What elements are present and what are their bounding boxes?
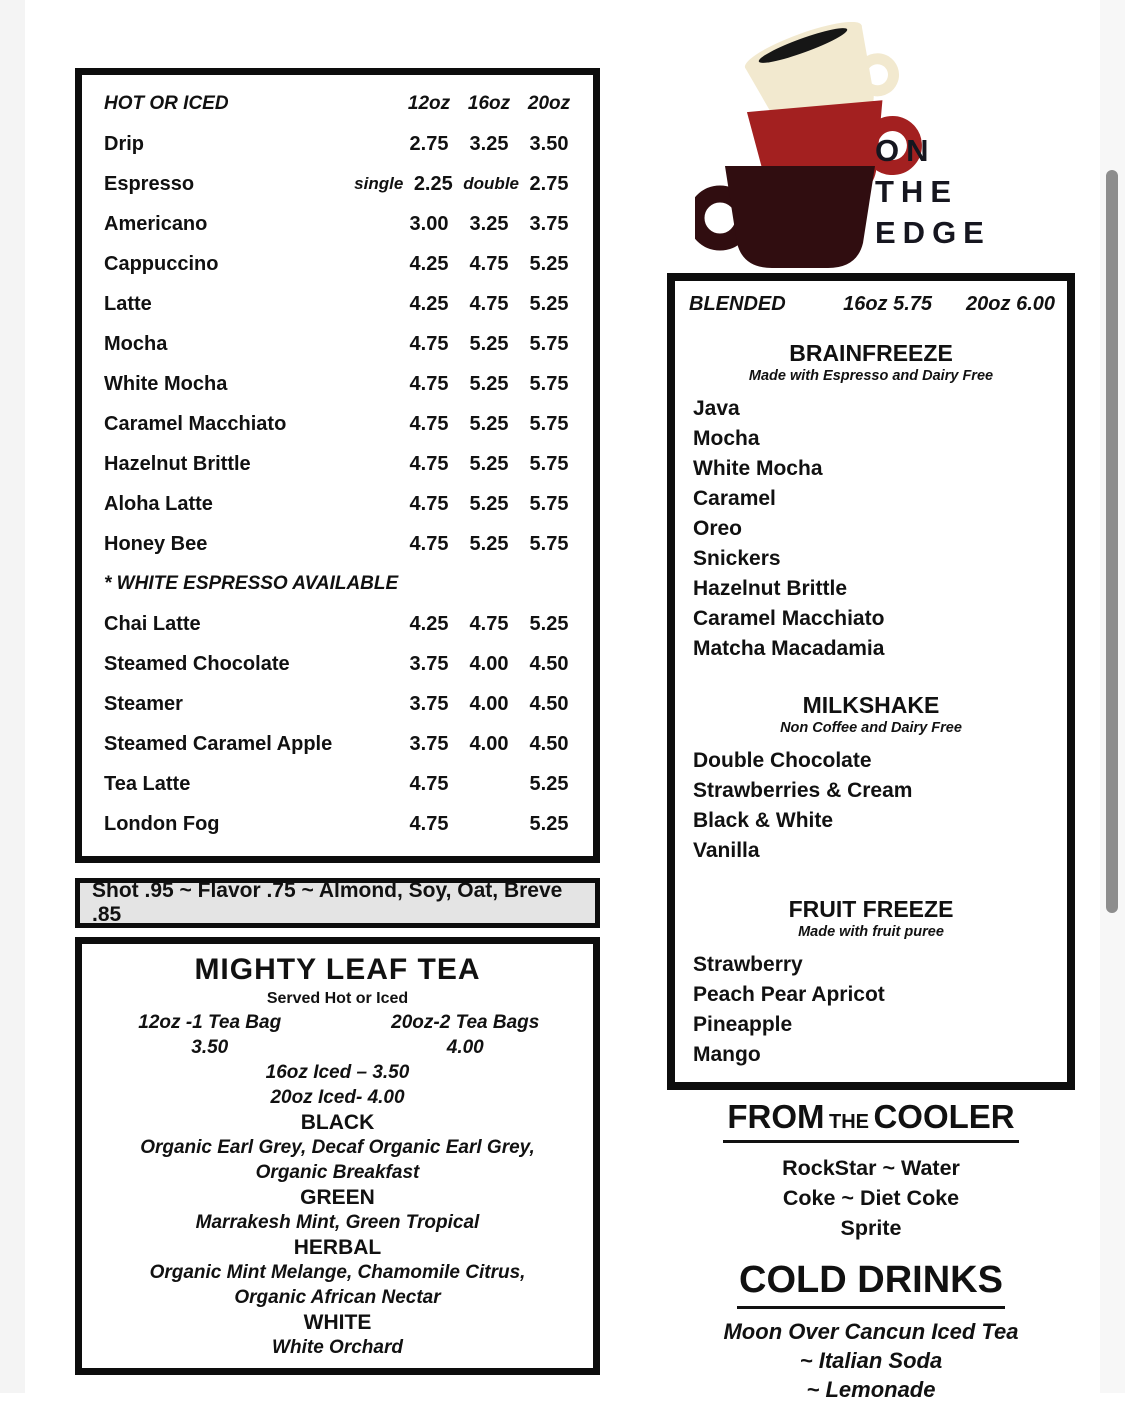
tea-black-heading: BLACK — [300, 1111, 375, 1134]
price-16oz: 4.00 — [469, 652, 509, 675]
bottom-right-sections — [667, 1098, 1075, 1404]
item-name: Steamed Caramel Apple — [104, 732, 333, 755]
menu-row — [104, 724, 579, 764]
price-16oz: 4.75 — [469, 292, 509, 315]
tea-subtitle: Served Hot or Iced — [266, 990, 409, 1007]
price-20oz: 5.75 — [529, 332, 569, 355]
blended-menu-box — [667, 273, 1075, 1090]
price-16oz: 5.25 — [469, 532, 509, 555]
addons-text: Shot .95 ~ Flavor .75 ~ Almond, Soy, Oat, Breve .85 — [92, 879, 563, 926]
flavor-item: Peach Pear Apricot — [693, 983, 885, 1006]
flavor-item: White Mocha — [693, 457, 823, 480]
menu-row — [104, 244, 579, 284]
fruit-freeze-items — [675, 950, 1067, 1070]
flavor-item: Mocha — [693, 427, 760, 450]
item-name: Espresso — [104, 172, 195, 195]
price-20oz: 5.25 — [529, 812, 569, 835]
hot-or-iced-menu-box — [75, 68, 600, 863]
scrollbar-track[interactable] — [1100, 0, 1125, 1393]
cold-drinks-items — [667, 1317, 1075, 1404]
price-20oz: 5.25 — [529, 612, 569, 635]
menu-row — [104, 484, 579, 524]
menu-row — [104, 364, 579, 404]
page-left-margin — [0, 0, 25, 1393]
price-20oz: 5.75 — [529, 412, 569, 435]
cooler-item: Coke ~ Diet Coke — [782, 1186, 960, 1210]
price-16oz: 4.75 — [469, 612, 509, 635]
blended-title: BLENDED — [689, 293, 786, 315]
menu-row — [104, 764, 579, 804]
item-name: Hazelnut Brittle — [104, 452, 251, 475]
price-16oz: 5.25 — [469, 492, 509, 515]
size-header-16oz: 16oz — [467, 93, 511, 114]
price-16oz: 5.25 — [469, 332, 509, 355]
hot-menu-rows-a — [104, 124, 579, 164]
flavor-item: Java — [693, 397, 740, 420]
item-name: Steamer — [104, 692, 183, 715]
item-name: Honey Bee — [104, 532, 208, 555]
price-20oz: 4.50 — [529, 732, 569, 755]
price-12oz: 4.75 — [409, 332, 449, 355]
price-12oz: 4.75 — [409, 372, 449, 395]
item-name: Americano — [104, 212, 208, 235]
espresso-double-price: 2.75 — [529, 172, 569, 195]
price-12oz: 4.75 — [409, 412, 449, 435]
brainfreeze-subtitle: Made with Espresso and Dairy Free — [748, 368, 994, 384]
tea-black-varieties: Organic Earl Grey, Decaf Organic Earl Grey, — [140, 1137, 535, 1158]
fruit-freeze-heading: FRUIT FREEZE — [788, 896, 954, 922]
flavor-item: Strawberry — [693, 953, 803, 976]
item-name: Aloha Latte — [104, 492, 213, 515]
cold-drink-item: ~ Lemonade — [806, 1377, 936, 1402]
price-20oz: 5.25 — [529, 252, 569, 275]
price-12oz: 3.75 — [409, 732, 449, 755]
flavor-item: Black & White — [693, 809, 834, 832]
item-name: Cappuccino — [104, 252, 219, 275]
menu-row — [104, 284, 579, 324]
menu-row — [104, 204, 579, 244]
espresso-single-price: 2.25 — [413, 172, 453, 195]
tea-herbal-heading: HERBAL — [293, 1236, 382, 1259]
item-name: London Fog — [104, 812, 220, 835]
flavor-item: Caramel — [693, 487, 776, 510]
item-name: Tea Latte — [104, 772, 191, 795]
menu-row — [104, 404, 579, 444]
price-20oz: 5.75 — [529, 492, 569, 515]
menu-row — [104, 644, 579, 684]
price-12oz: 4.75 — [409, 812, 449, 835]
price-12oz: 2.75 — [409, 132, 449, 155]
tea-menu-box — [75, 937, 600, 1375]
price-16oz: 4.75 — [469, 252, 509, 275]
menu-row-espresso — [104, 164, 579, 204]
menu-row — [104, 324, 579, 364]
price-20oz: 4.50 — [529, 692, 569, 715]
cooler-item: Sprite — [840, 1216, 902, 1240]
blended-size-16oz: 16oz 5.75 — [843, 293, 933, 315]
scrollbar-thumb[interactable] — [1106, 170, 1118, 913]
price-20oz: 4.50 — [529, 652, 569, 675]
size-header-12oz: 12oz — [407, 93, 451, 114]
flavor-item: Double Chocolate — [693, 749, 872, 772]
cooler-title-from: FROM — [727, 1098, 825, 1135]
tea-herbal-varieties: Organic Mint Melange, Chamomile Citrus, — [149, 1262, 526, 1283]
item-name: White Mocha — [104, 372, 228, 395]
hot-menu-title: HOT OR ICED — [104, 93, 229, 114]
cooler-title-cooler: COOLER — [873, 1098, 1015, 1135]
tea-bag-labels-row — [82, 1010, 593, 1035]
logo-line-edge: EDGE — [875, 215, 991, 250]
flavor-item: Matcha Macadamia — [693, 637, 885, 660]
brainfreeze-heading: BRAINFREEZE — [789, 340, 953, 366]
price-16oz: 4.00 — [469, 692, 509, 715]
milkshake-heading: MILKSHAKE — [802, 692, 940, 718]
item-name: Drip — [104, 132, 144, 155]
menu-row — [104, 124, 579, 164]
menu-row — [104, 684, 579, 724]
tea-bag-20oz-price: 4.00 — [446, 1037, 484, 1058]
price-12oz: 4.25 — [409, 252, 449, 275]
price-20oz: 5.25 — [529, 292, 569, 315]
espresso-double-label: double — [463, 174, 519, 193]
cooler-item: RockStar ~ Water — [782, 1156, 960, 1180]
logo-wordmark — [875, 130, 991, 253]
tea-herbal-varieties: Organic African Nectar — [234, 1287, 441, 1308]
menu-row — [104, 524, 579, 564]
cooler-title — [723, 1098, 1018, 1143]
price-20oz: 5.25 — [529, 772, 569, 795]
blended-sizes — [843, 293, 1055, 316]
flavor-item: Hazelnut Brittle — [693, 577, 848, 600]
cold-drink-item: ~ Italian Soda — [799, 1348, 943, 1373]
price-20oz: 3.75 — [529, 212, 569, 235]
logo-line-the: THE — [875, 174, 958, 209]
hot-menu-rows-c — [104, 604, 579, 844]
menu-row — [104, 604, 579, 644]
milkshake-subtitle: Non Coffee and Dairy Free — [780, 720, 962, 736]
price-20oz: 5.75 — [529, 452, 569, 475]
price-12oz: 3.00 — [409, 212, 449, 235]
price-12oz: 4.75 — [409, 772, 449, 795]
hot-menu-rows-b — [104, 204, 579, 564]
flavor-item: Pineapple — [693, 1013, 793, 1036]
tea-white-varieties: White Orchard — [272, 1337, 403, 1358]
hot-menu-header-row — [104, 84, 579, 124]
tea-title: MIGHTY LEAF TEA — [194, 953, 481, 986]
tea-iced-16oz: 16oz Iced – 3.50 — [265, 1062, 410, 1083]
size-header-20oz: 20oz — [527, 93, 571, 114]
milkshake-items — [675, 746, 1067, 866]
addons-bar — [75, 878, 600, 928]
tea-white-heading: WHITE — [303, 1311, 372, 1334]
price-12oz: 4.75 — [409, 532, 449, 555]
price-12oz: 3.75 — [409, 692, 449, 715]
price-16oz: 5.25 — [469, 412, 509, 435]
price-16oz: 5.25 — [469, 372, 509, 395]
price-20oz: 5.75 — [529, 532, 569, 555]
tea-green-heading: GREEN — [300, 1186, 375, 1209]
white-espresso-note: * WHITE ESPRESSO AVAILABLE — [104, 573, 399, 594]
tea-bag-20oz-label: 20oz-2 Tea Bags — [391, 1012, 540, 1033]
flavor-item: Mango — [693, 1043, 761, 1066]
cooler-items — [667, 1153, 1075, 1243]
cooler-title-the: THE — [828, 1111, 869, 1133]
flavor-item: Oreo — [693, 517, 743, 540]
price-16oz: 5.25 — [469, 452, 509, 475]
brainfreeze-items — [675, 394, 1067, 664]
cold-drinks-title: COLD DRINKS — [737, 1259, 1005, 1309]
item-name: Caramel Macchiato — [104, 412, 287, 435]
tea-green-varieties: Marrakesh Mint, Green Tropical — [195, 1212, 480, 1233]
tea-bag-prices-row — [82, 1035, 593, 1060]
logo — [695, 22, 1055, 270]
item-name: Chai Latte — [104, 612, 201, 635]
cold-drink-item: Moon Over Cancun Iced Tea — [723, 1319, 1019, 1344]
price-12oz: 4.25 — [409, 612, 449, 635]
price-12oz: 4.25 — [409, 292, 449, 315]
item-name: Latte — [104, 292, 152, 315]
flavor-item: Snickers — [693, 547, 781, 570]
tea-bag-12oz-label: 12oz -1 Tea Bag — [138, 1012, 282, 1033]
price-12oz: 4.75 — [409, 492, 449, 515]
price-20oz: 3.50 — [529, 132, 569, 155]
tea-black-varieties: Organic Breakfast — [255, 1162, 420, 1183]
item-name: Steamed Chocolate — [104, 652, 290, 675]
tea-bag-12oz-price: 3.50 — [191, 1037, 229, 1058]
menu-row — [104, 444, 579, 484]
flavor-item: Vanilla — [693, 839, 760, 862]
price-20oz: 5.75 — [529, 372, 569, 395]
price-16oz: 3.25 — [469, 212, 509, 235]
flavor-item: Caramel Macchiato — [693, 607, 885, 630]
item-name: Mocha — [104, 332, 168, 355]
logo-line-on: ON — [875, 133, 936, 168]
espresso-single-label: single — [354, 174, 404, 193]
tea-iced-20oz: 20oz Iced- 4.00 — [270, 1087, 405, 1108]
fruit-freeze-subtitle: Made with fruit puree — [798, 924, 944, 940]
blended-size-20oz: 20oz 6.00 — [966, 293, 1055, 315]
price-16oz: 3.25 — [469, 132, 509, 155]
price-12oz: 4.75 — [409, 452, 449, 475]
blended-header-row — [675, 281, 1067, 316]
menu-row — [104, 804, 579, 844]
price-12oz: 3.75 — [409, 652, 449, 675]
flavor-item: Strawberries & Cream — [693, 779, 913, 802]
price-16oz: 4.00 — [469, 732, 509, 755]
